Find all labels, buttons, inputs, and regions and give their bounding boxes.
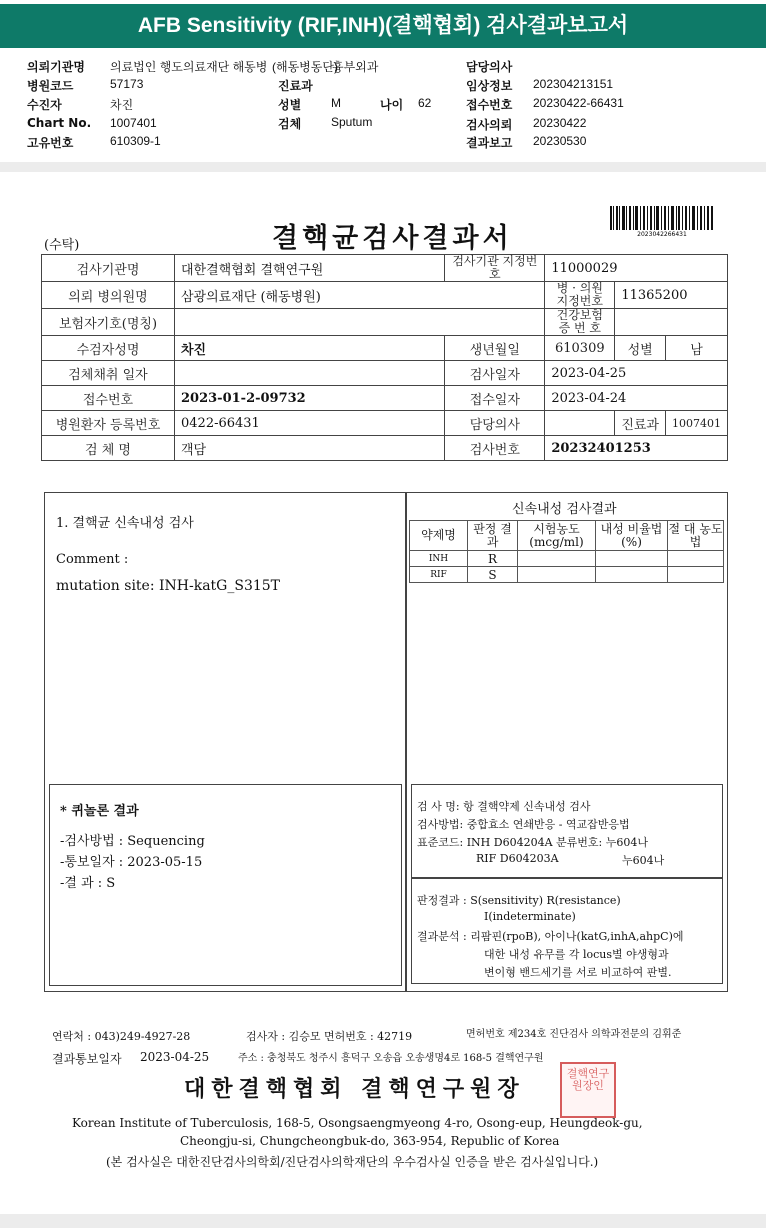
insurer-label: 보험자기호(명칭) — [42, 309, 175, 336]
sex-value-cell: 남 — [666, 336, 728, 361]
client-label: 의뢰 병의원명 — [42, 282, 175, 309]
footer-license: 면허번호 제234호 진단검사 의학과전문의 김휘준 — [466, 1029, 682, 1040]
scanned-report — [0, 172, 766, 1214]
hospital-tail: (해동병동단) — [272, 60, 338, 74]
col-drug: 약제명 — [410, 521, 468, 551]
regno-value: 0422-66431 — [175, 411, 445, 436]
specimen-label-cell: 검 체 명 — [42, 436, 175, 461]
document-title: 결핵균검사결과서 — [272, 223, 513, 254]
footer-contact: 연락처 : 043)249-4927-28 — [52, 1030, 191, 1043]
dob-label: 생년월일 — [445, 336, 545, 361]
doctor-label: 담당의사 — [466, 60, 513, 74]
specimen-value-cell: 객담 — [175, 436, 445, 461]
left-heading: 1. 결핵균 신속내성 검사 — [56, 516, 194, 531]
std-code2: RIF D604203A — [476, 852, 559, 865]
age-value: 62 — [418, 96, 432, 110]
dept-label-cell: 진료과 — [615, 411, 666, 436]
sex-label: 성별 — [278, 98, 302, 112]
testdate-label: 검사일자 — [445, 361, 545, 386]
drug-judge: R — [468, 551, 518, 567]
code-value: 57173 — [110, 77, 144, 91]
quinolone-method: -검사방법 : Sequencing — [60, 834, 205, 849]
testno-value: 20232401253 — [545, 436, 728, 461]
report-title: AFB Sensitivity (RIF,INH)(결핵협회) 검사결과보고서 — [0, 4, 766, 48]
code-label: 병원코드 — [27, 79, 74, 93]
drug-name: RIF — [410, 567, 468, 583]
mutation-site: mutation site: INH-katG_S315T — [56, 578, 281, 594]
footer-org: 대한결핵협회 결핵연구원장 — [184, 1076, 525, 1102]
quinolone-result: -결 과 : S — [60, 876, 116, 891]
name-label: 수검자성명 — [42, 336, 175, 361]
receipt-label: 접수번호 — [466, 98, 513, 112]
std-code: 표준코드: INH D604204A 분류번호: 누604나 — [417, 836, 648, 849]
clinical-value: 202304213151 — [533, 77, 614, 91]
request-value: 20230422 — [533, 116, 587, 130]
quinolone-title: * 퀴놀론 결과 — [60, 804, 139, 819]
analysis-line1: 결과분석 : 리팜핀(rpoB), 아이나(katG,inhA,ahpC)에 — [417, 930, 684, 943]
hospital-value: 의료법인 행도의료재단 해동병 — [110, 60, 268, 74]
dept-value-cell: 1007401 — [666, 411, 728, 436]
clinical-label: 임상정보 — [466, 79, 513, 93]
info-table — [41, 254, 728, 461]
col-conc: 시험농도 (mcg/ml) — [518, 521, 596, 551]
test-name: 검 사 명: 항 결핵약제 신속내성 검사 — [417, 800, 591, 813]
specimen-label: 검체 — [278, 117, 302, 131]
receipt-value-cell: 2023-01-2-09732 — [175, 386, 445, 411]
divider — [0, 162, 766, 172]
receipt-value: 20230422-66431 — [533, 96, 624, 110]
footer-tester: 검사자 : 김승모 면허번호 : 42719 — [246, 1030, 413, 1043]
std-code2b: 누604나 — [622, 854, 665, 867]
clientid-value: 11365200 — [615, 282, 728, 309]
collect-label: 검체채취 일자 — [42, 361, 175, 386]
dept-label: 진료과 — [278, 79, 313, 93]
orgid-label: 검사기관 지정번호 — [445, 255, 545, 282]
sex-value: M — [331, 96, 341, 110]
hospital-dept: 흉부외과 — [332, 60, 379, 74]
result-label: 결과보고 — [466, 136, 513, 150]
footer-address: 주소 : 충청북도 청주시 흥덕구 오송읍 오송생명4로 168-5 결핵연구원 — [238, 1053, 544, 1064]
recvdate-label: 접수일자 — [445, 386, 545, 411]
result-table — [409, 520, 724, 583]
org-value: 대한결핵협회 결핵연구원 — [175, 255, 445, 282]
judge-line2: I(indeterminate) — [484, 910, 576, 923]
hospital-label: 의뢰기관명 — [27, 60, 85, 74]
official-seal: 결핵연구원장인 — [560, 1062, 616, 1118]
analysis-line2: 대한 내성 유무를 각 locus별 야생형과 — [484, 948, 669, 961]
barcode-text: 2023042266431 — [637, 231, 687, 236]
doctor-value-cell — [545, 411, 615, 436]
name-value: 차진 — [175, 336, 445, 361]
insurer-value — [175, 309, 545, 336]
chart-value: 1007401 — [110, 116, 157, 130]
specimen-value: Sputum — [331, 115, 373, 129]
dob-value: 610309 — [545, 336, 615, 361]
regno-label: 병원환자 등록번호 — [42, 411, 175, 436]
footer-notify-date: 2023-04-25 — [140, 1050, 210, 1064]
footer-en2: Cheongju-si, Chungcheongbuk-do, 363-954, Republic of Korea — [180, 1134, 560, 1148]
collect-value — [175, 361, 445, 386]
recvdate-value: 2023-04-24 — [545, 386, 728, 411]
client-value: 삼광의료재단 (해동병원) — [175, 282, 545, 309]
health-value — [615, 309, 728, 336]
table-row — [410, 551, 724, 567]
report-header — [0, 0, 766, 57]
judge-line1: 판정결과 : S(sensitivity) R(resistance) — [417, 894, 621, 907]
col-ratio: 내성 비율법(%) — [596, 521, 668, 551]
test-method: 검사방법: 중합효소 연쇄반응 - 역교잡반응법 — [417, 818, 630, 831]
testdate-value: 2023-04-25 — [545, 361, 728, 386]
analysis-line3: 변이형 밴드세기를 서로 비교하여 판별. — [484, 966, 672, 979]
sex-label-cell: 성별 — [615, 336, 666, 361]
orgid-value: 11000029 — [545, 255, 728, 282]
result-value: 20230530 — [533, 134, 587, 148]
patient-label: 수진자 — [27, 98, 62, 112]
comment-label: Comment : — [56, 552, 129, 567]
patient-meta — [0, 57, 766, 162]
uid-label: 고유번호 — [27, 136, 74, 150]
request-label: 검사의뢰 — [466, 118, 513, 132]
quinolone-notify: -통보일자 : 2023-05-15 — [60, 855, 203, 870]
footer-note: (본 검사실은 대한진단검사의학회/진단검사의학재단의 우수검사실 인증을 받은 검사실입니다.) — [106, 1155, 599, 1169]
barcode — [610, 206, 714, 236]
col-abs: 절 대 농도법 — [668, 521, 723, 549]
receipt-label-cell: 접수번호 — [42, 386, 175, 411]
uid-value: 610309-1 — [110, 134, 161, 148]
doctor-label-cell: 담당의사 — [445, 411, 545, 436]
patient-value: 차진 — [110, 98, 134, 112]
bottom-divider — [0, 1214, 766, 1228]
health-label: 건강보험 증 번 호 — [545, 309, 615, 336]
sutak-label: (수탁) — [44, 238, 80, 253]
clientid-label: 병 · 의원 지정번호 — [545, 282, 615, 309]
testno-label: 검사번호 — [445, 436, 545, 461]
footer-notify-label: 결과통보일자 — [52, 1052, 122, 1066]
org-label: 검사기관명 — [42, 255, 175, 282]
table-row — [410, 567, 724, 583]
footer-en1: Korean Institute of Tuberculosis, 168-5, Osongsaengmyeong 4-ro, Osong-eup, Heungdeok-gu, — [72, 1116, 643, 1130]
drug-judge: S — [468, 567, 518, 583]
chart-label: Chart No. — [27, 116, 92, 130]
age-label: 나이 — [380, 98, 404, 112]
drug-name: INH — [410, 551, 468, 567]
right-heading: 신속내성 검사결과 — [512, 502, 617, 517]
col-judge: 판정 결과 — [468, 521, 518, 551]
